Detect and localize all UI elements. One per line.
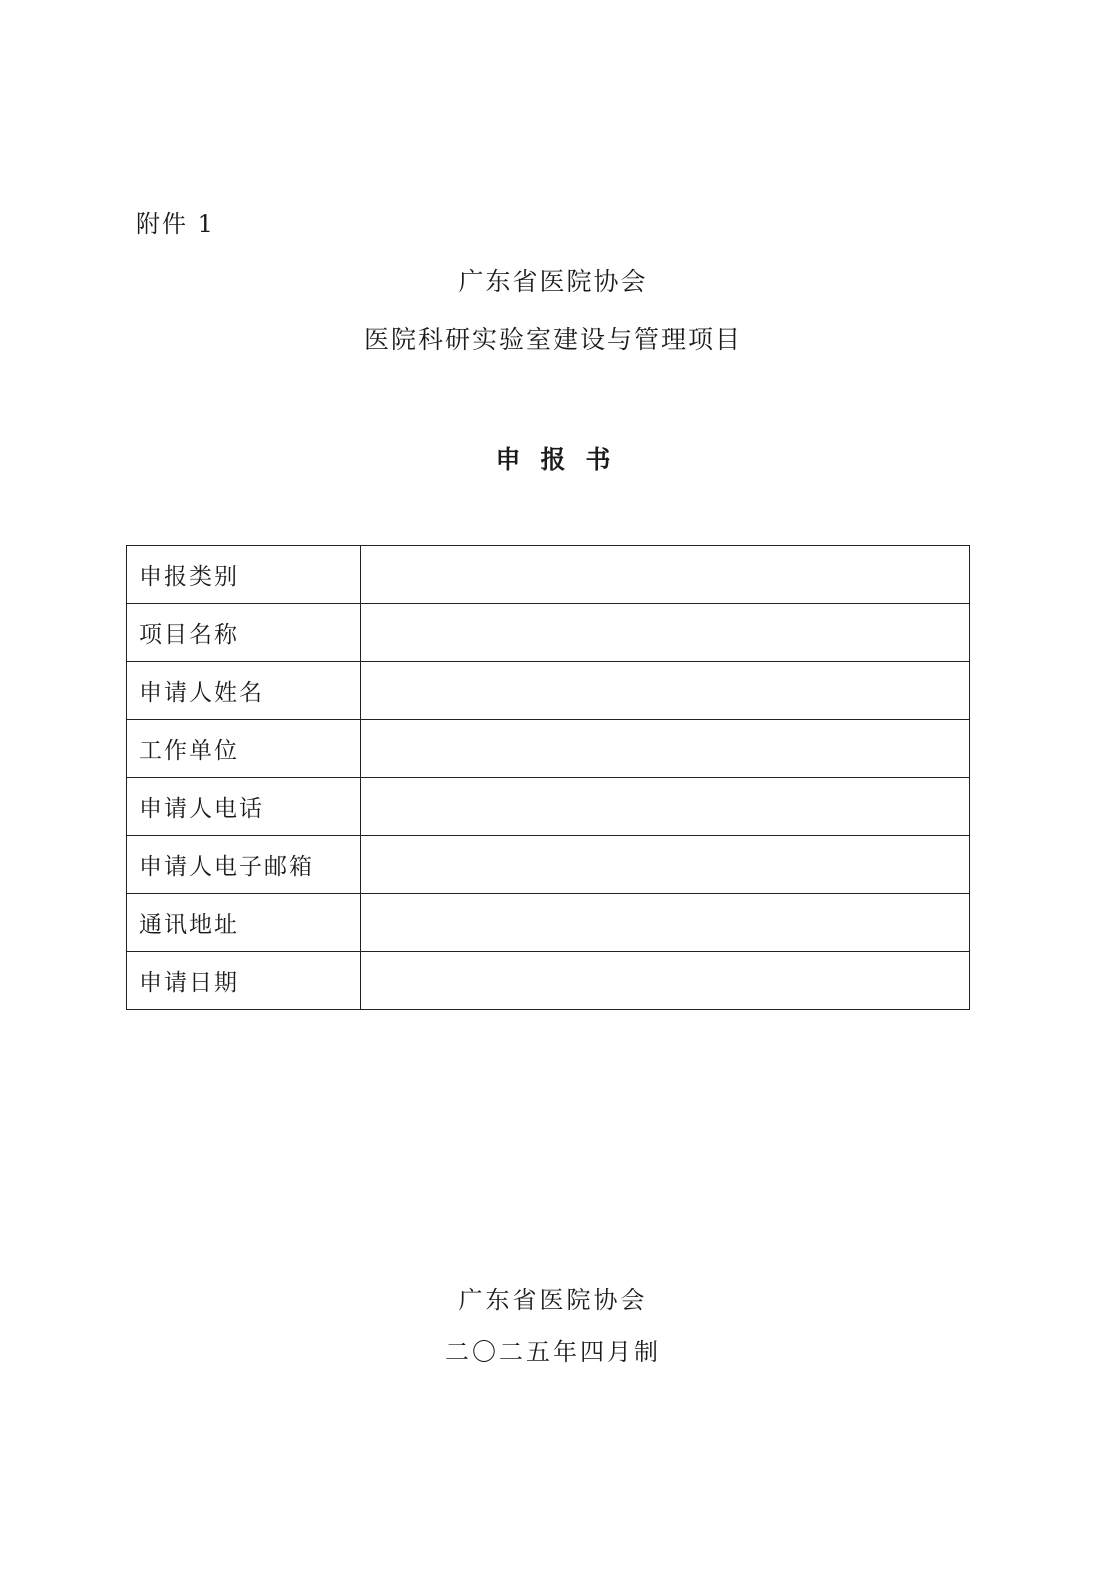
field-value-applicant-name bbox=[361, 662, 970, 720]
table-row bbox=[127, 720, 970, 778]
title-organization: 广东省医院协会 bbox=[458, 267, 648, 296]
table-row bbox=[127, 604, 970, 662]
field-value-project-name bbox=[361, 604, 970, 662]
field-value-date bbox=[361, 952, 970, 1010]
field-label-project-name: 项目名称 bbox=[127, 604, 361, 662]
field-label-category: 申报类别 bbox=[127, 546, 361, 604]
field-value-email bbox=[361, 836, 970, 894]
table-row bbox=[127, 778, 970, 836]
table-row bbox=[127, 836, 970, 894]
field-value-work-unit bbox=[361, 720, 970, 778]
field-label-phone: 申请人电话 bbox=[127, 778, 361, 836]
field-label-work-unit: 工作单位 bbox=[127, 720, 361, 778]
table-row bbox=[127, 894, 970, 952]
field-value-phone bbox=[361, 778, 970, 836]
footer-date: 二〇二五年四月制 bbox=[445, 1338, 661, 1366]
table-row bbox=[127, 546, 970, 604]
table-row bbox=[127, 952, 970, 1010]
attachment-label: 附件 1 bbox=[136, 210, 215, 238]
field-value-category bbox=[361, 546, 970, 604]
field-label-applicant-name: 申请人姓名 bbox=[127, 662, 361, 720]
table-row bbox=[127, 662, 970, 720]
field-label-date: 申请日期 bbox=[127, 952, 361, 1010]
application-form-table bbox=[126, 545, 970, 1010]
field-value-address bbox=[361, 894, 970, 952]
field-label-email: 申请人电子邮箱 bbox=[127, 836, 361, 894]
title-project: 医院科研实验室建设与管理项目 bbox=[363, 325, 742, 354]
footer-organization: 广东省医院协会 bbox=[458, 1286, 648, 1314]
document-type-heading: 申报书 bbox=[495, 445, 631, 474]
field-label-address: 通讯地址 bbox=[127, 894, 361, 952]
